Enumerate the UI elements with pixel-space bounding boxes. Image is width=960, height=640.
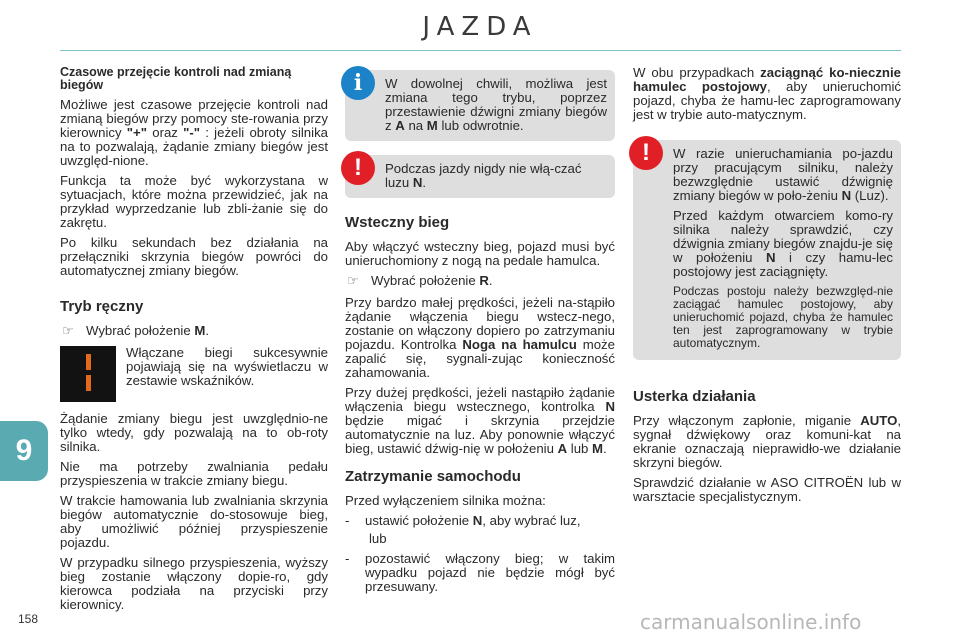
gear-display-caption: Włączane biegi sukcesywnie pojawiają się na wyświetlaczu w zestawie wskaźników.: [126, 345, 328, 388]
warning-icon: !: [341, 151, 375, 185]
paragraph: Przy dużej prędkości, jeżeli nastąpiło żądanie włączenia biegu wstecznego, kontrolka N będzie migać i skrzynia przejdzie automatycznie na luz. Aby ponownie włączyć bieg, ustawić dźwig-nię w położeniu A lub M.: [345, 385, 615, 456]
bullet-item: ☞ Wybrać położenie M.: [62, 323, 210, 338]
section-heading-temporary-control: Czasowe przejęcie kontroli nad zmianą biegów: [60, 65, 292, 92]
list-item: - ustawić położenie N, aby wybrać luz,: [345, 513, 581, 528]
pointing-hand-icon: ☞: [347, 273, 359, 288]
paragraph: Przy bardzo małej prędkości, jeżeli na-stąpiło żądanie włączenia biegu wstecz-nego, zostanie on włączony dopiero po zatrzymaniu pojazdu. Kontrolka Noga na hamulcu może zapalić się, sygnali-zując konieczność zahamowania.: [345, 295, 615, 380]
paragraph: Po kilku sekundach bez działania na przełączniki skrzynia biegów powróci do automatycznej zmiany biegów.: [60, 235, 328, 278]
info-box: i W dowolnej chwili, możliwa jest zmiana tego trybu, poprzez przestawienie dźwigni zmiany biegów z A na M lub odwrotnie.: [345, 70, 615, 141]
paragraph: W obu przypadkach zaciągnąć ko-niecznie hamulec postojowy, aby unieruchomić pojazd, chyba że hamu-lec zaprogramowany jest w trybie auto-matycznym.: [633, 65, 902, 122]
paragraph: Przy włączonym zapłonie, miganie AUTO, sygnał dźwiękowy oraz komuni-kat na ekranie oznaczają nieprawidło-we działanie skrzyni biegów.: [633, 413, 901, 470]
paragraph: Żądanie zmiany biegu jest uwzględnio-ne tylko wtedy, gdy pozwalają na to ob-roty silnika.: [60, 411, 328, 454]
warning-box: ! Podczas jazdy nigdy nie włą-czać luzu N.: [345, 155, 615, 198]
pointing-hand-icon: ☞: [62, 323, 74, 338]
column-left: [60, 66, 328, 618]
gear-display-image: [60, 346, 116, 402]
page-title: JAZDA: [422, 12, 538, 42]
list-separator: lub: [369, 531, 387, 546]
paragraph: Możliwe jest czasowe przejęcie kontroli nad zmianą biegów przy pomocy ste-rowania przy kierownicy "+" oraz "-" : jeżeli obroty silnika na to pozwalają, żądanie zmiany biegów jest uwzględ-nione.: [60, 97, 328, 168]
paragraph: Funkcja ta może być wykorzystana w sytuacjach, które można przewidzieć, jak na przykład wyprzedzanie lub zbli-żanie się do zakrętu.: [60, 173, 328, 230]
chapter-tab: 9: [0, 421, 48, 481]
watermark: carmanualsonline.info: [640, 610, 862, 634]
list-item: - pozostawić włączony bieg; w takim wypadku pojazd nie będzie mógł być przesuwany.: [345, 551, 615, 594]
paragraph: Sprawdzić działanie w ASO CITROËN lub w warsztacie specjalistycznym.: [633, 475, 901, 504]
warning-box: ! W razie unieruchamiania po-jazdu przy pracującym silniku, należy bezwzględnie ustawić dźwignię zmiany biegów w poło-żeniu N (Luz). Przed każdym otwarciem komo-ry silnika należy sprawdzić, czy dźwignia zmiany biegów znajdu-je się w położeniu N i czy hamu-lec postojowy jest zaciągnięty. Podczas postoju należy bezwzględ-nie zaciągać hamulec postojowy, aby unieruchomić pojazd, chyba że hamulec ten jest zaprogramowany w trybie automatycznym.: [633, 140, 901, 360]
section-heading-malfunction: Usterka działania: [633, 388, 756, 405]
paragraph: W przypadku silnego przyspieszenia, wyższy bieg zostanie włączony dopie-ro, gdy kierowca podziała na przyciski przy kierownicy.: [60, 555, 328, 612]
section-heading-reverse-gear: Wsteczny bieg: [345, 214, 450, 231]
paragraph: Przed wyłączeniem silnika można:: [345, 493, 546, 508]
gear-display-figure: [60, 346, 328, 402]
paragraph: Nie ma potrzeby zwalniania pedału przyspieszenia w trakcie zmiany biegu.: [60, 459, 328, 488]
info-icon: i: [341, 66, 375, 100]
title-divider: [60, 50, 901, 51]
page-number: 158: [18, 612, 39, 626]
bullet-item: ☞ Wybrać położenie R.: [347, 273, 493, 288]
column-right: [633, 66, 901, 510]
section-heading-stopping: Zatrzymanie samochodu: [345, 468, 521, 485]
column-middle: [345, 70, 615, 598]
paragraph: Aby włączyć wsteczny bieg, pojazd musi być unieruchomiony z nogą na pedale hamulca.: [345, 239, 615, 268]
paragraph: W trakcie hamowania lub zwalniania skrzynia biegów automatycznie do-stosowuje bieg, aby umożliwić później przyspieszenie pojazdu.: [60, 493, 328, 550]
section-heading-manual-mode: Tryb ręczny: [60, 298, 144, 315]
warning-icon: !: [629, 136, 663, 170]
